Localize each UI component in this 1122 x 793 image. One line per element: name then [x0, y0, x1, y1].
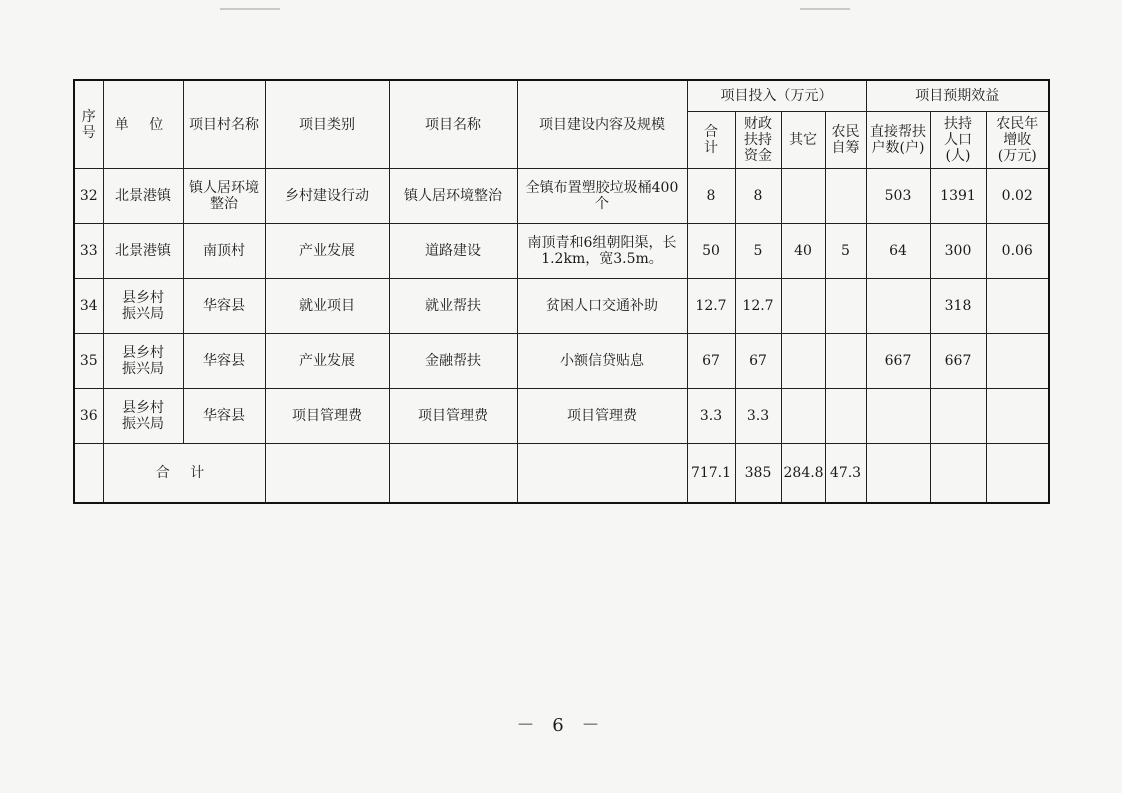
- inv-total-header: 合计: [687, 112, 735, 169]
- cell-category: [265, 444, 389, 504]
- cell-households: [866, 389, 930, 444]
- cell-farmer: [825, 389, 866, 444]
- cell-unit: 县乡村振兴局: [103, 389, 183, 444]
- totals-label: 合 计: [103, 444, 265, 504]
- cell-people: 300: [930, 224, 986, 279]
- project-table: [73, 79, 1050, 504]
- cell-content: 小额信贷贴息: [517, 334, 687, 389]
- totals-total: 717.1: [687, 444, 735, 504]
- cell-content: 项目管理费: [517, 389, 687, 444]
- cell-name: 镇人居环境整治: [389, 169, 517, 224]
- cell-income: [986, 334, 1049, 389]
- cell-farmer: [825, 169, 866, 224]
- cell-farmer: [825, 279, 866, 334]
- cell-seq: 32: [74, 169, 103, 224]
- cell-total: 67: [687, 334, 735, 389]
- cell-finance: 67: [735, 334, 781, 389]
- col-content-header: 项目建设内容及规模: [517, 80, 687, 169]
- cell-people: [930, 444, 986, 504]
- cell-income: [986, 444, 1049, 504]
- cell-people: [930, 389, 986, 444]
- cell-total: 12.7: [687, 279, 735, 334]
- cell-category: 项目管理费: [265, 389, 389, 444]
- cell-other: [781, 334, 825, 389]
- cell-seq: 35: [74, 334, 103, 389]
- cell-people: 667: [930, 334, 986, 389]
- cell-name: 项目管理费: [389, 389, 517, 444]
- cell-category: 乡村建设行动: [265, 169, 389, 224]
- col-unit-header: 单 位: [103, 80, 183, 169]
- scan-artifact: [220, 8, 280, 10]
- investment-group-header: 项目投入（万元）: [687, 80, 866, 112]
- cell-category: 就业项目: [265, 279, 389, 334]
- table-row: [74, 224, 1049, 279]
- inv-other-header: 其它: [781, 112, 825, 169]
- cell-people: 1391: [930, 169, 986, 224]
- cell-village: 镇人居环境整治: [183, 169, 265, 224]
- cell-unit: 县乡村振兴局: [103, 279, 183, 334]
- cell-income: [986, 279, 1049, 334]
- cell-category: 产业发展: [265, 334, 389, 389]
- cell-other: [781, 389, 825, 444]
- cell-content: 南顶青和6组朝阳渠，长1.2km，宽3.5m。: [517, 224, 687, 279]
- ben-people-header: 扶持人口(人): [930, 112, 986, 169]
- cell-village: 南顶村: [183, 224, 265, 279]
- cell-seq: 36: [74, 389, 103, 444]
- cell-village: 华容县: [183, 334, 265, 389]
- cell-households: 503: [866, 169, 930, 224]
- cell-village: 华容县: [183, 279, 265, 334]
- cell-unit: 北景港镇: [103, 169, 183, 224]
- totals-farmer: 47.3: [825, 444, 866, 504]
- cell-category: 产业发展: [265, 224, 389, 279]
- cell-people: 318: [930, 279, 986, 334]
- cell-name: 金融帮扶: [389, 334, 517, 389]
- totals-row: [74, 444, 1049, 504]
- cell-unit: 县乡村振兴局: [103, 334, 183, 389]
- cell-households: 667: [866, 334, 930, 389]
- cell-total: 50: [687, 224, 735, 279]
- cell-income: 0.02: [986, 169, 1049, 224]
- cell-content: [517, 444, 687, 504]
- table-row: [74, 389, 1049, 444]
- cell-other: [781, 279, 825, 334]
- cell-total: 8: [687, 169, 735, 224]
- benefit-group-header: 项目预期效益: [866, 80, 1049, 112]
- cell-income: [986, 389, 1049, 444]
- table-row: [74, 169, 1049, 224]
- cell-name: [389, 444, 517, 504]
- cell-households: [866, 444, 930, 504]
- cell-name: 道路建设: [389, 224, 517, 279]
- cell-unit: 北景港镇: [103, 224, 183, 279]
- col-name-header: 项目名称: [389, 80, 517, 169]
- cell-content: 全镇布置塑胶垃圾桶400个: [517, 169, 687, 224]
- col-village-header: 项目村名称: [183, 80, 265, 169]
- cell-seq: [74, 444, 103, 504]
- cell-farmer: 5: [825, 224, 866, 279]
- cell-finance: 5: [735, 224, 781, 279]
- ben-households-header: 直接帮扶户数(户): [866, 112, 930, 169]
- scan-artifact: [800, 8, 850, 10]
- cell-total: 3.3: [687, 389, 735, 444]
- cell-content: 贫困人口交通补助: [517, 279, 687, 334]
- totals-finance: 385: [735, 444, 781, 504]
- cell-finance: 8: [735, 169, 781, 224]
- inv-farmer-header: 农民自筹: [825, 112, 866, 169]
- cell-village: 华容县: [183, 389, 265, 444]
- inv-finance-header: 财政扶持资金: [735, 112, 781, 169]
- header-row-top: [74, 80, 1049, 112]
- page-number: － 6 －: [516, 715, 606, 736]
- cell-households: [866, 279, 930, 334]
- cell-income: 0.06: [986, 224, 1049, 279]
- col-seq-header: 序号: [74, 80, 103, 169]
- cell-other: 40: [781, 224, 825, 279]
- cell-name: 就业帮扶: [389, 279, 517, 334]
- table-row: [74, 279, 1049, 334]
- col-category-header: 项目类别: [265, 80, 389, 169]
- cell-seq: 34: [74, 279, 103, 334]
- cell-farmer: [825, 334, 866, 389]
- cell-finance: 12.7: [735, 279, 781, 334]
- ben-income-header: 农民年增收(万元): [986, 112, 1049, 169]
- table-row: [74, 334, 1049, 389]
- cell-households: 64: [866, 224, 930, 279]
- cell-seq: 33: [74, 224, 103, 279]
- totals-other: 284.8: [781, 444, 825, 504]
- cell-other: [781, 169, 825, 224]
- cell-finance: 3.3: [735, 389, 781, 444]
